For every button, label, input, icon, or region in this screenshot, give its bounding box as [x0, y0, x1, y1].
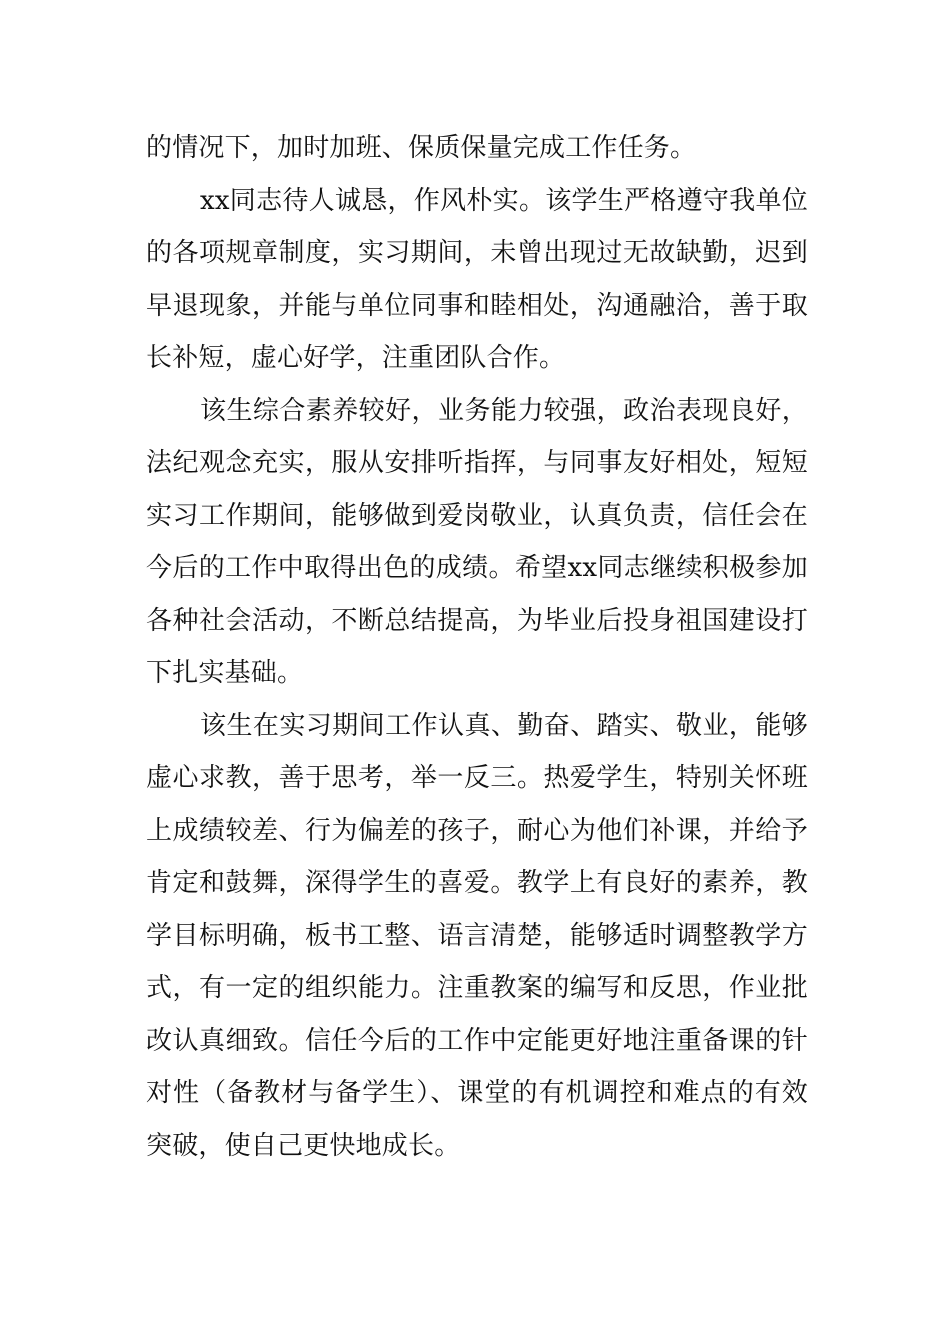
paragraph-quality: 该生综合素养较好，业务能力较强，政治表现良好，法纪观念充实，服从安排听指挥，与同事友好相处，短短实习工作期间，能够做到爱岗敬业，认真负责，信任会在今后的工作中取得出色的成绩。希望xx同志继续积极参加各种社会活动，不断总结提高，为毕业后投身祖国建设打下扎实基础。	[146, 395, 808, 688]
paragraph-teaching: 该生在实习期间工作认真、勤奋、踏实、敬业，能够虚心求教，善于思考，举一反三。热爱学生，特别关怀班上成绩较差、行为偏差的孩子，耐心为他们补课，并给予肯定和鼓舞，深得学生的喜爱。教学上有良好的素养，教学目标明确，板书工整、语言清楚，能够适时调整教学方式，有一定的组织能力。注重教案的编写和反思，作业批改认真细致。信任今后的工作中定能更好地注重备课的针对性（备教材与备学生）、课堂的有机调控和难点的有效突破，使自己更快地成长。	[146, 710, 808, 1161]
paragraph-continuation: 的情况下，加时加班、保质保量完成工作任务。	[146, 133, 697, 163]
document-body	[146, 122, 808, 1172]
paragraph-attitude: xx同志待人诚恳，作风朴实。该学生严格遵守我单位的各项规章制度，实习期间，未曾出现过无故缺勤，迟到早退现象，并能与单位同事和睦相处，沟通融洽，善于取长补短，虚心好学，注重团队合作。	[146, 185, 808, 373]
